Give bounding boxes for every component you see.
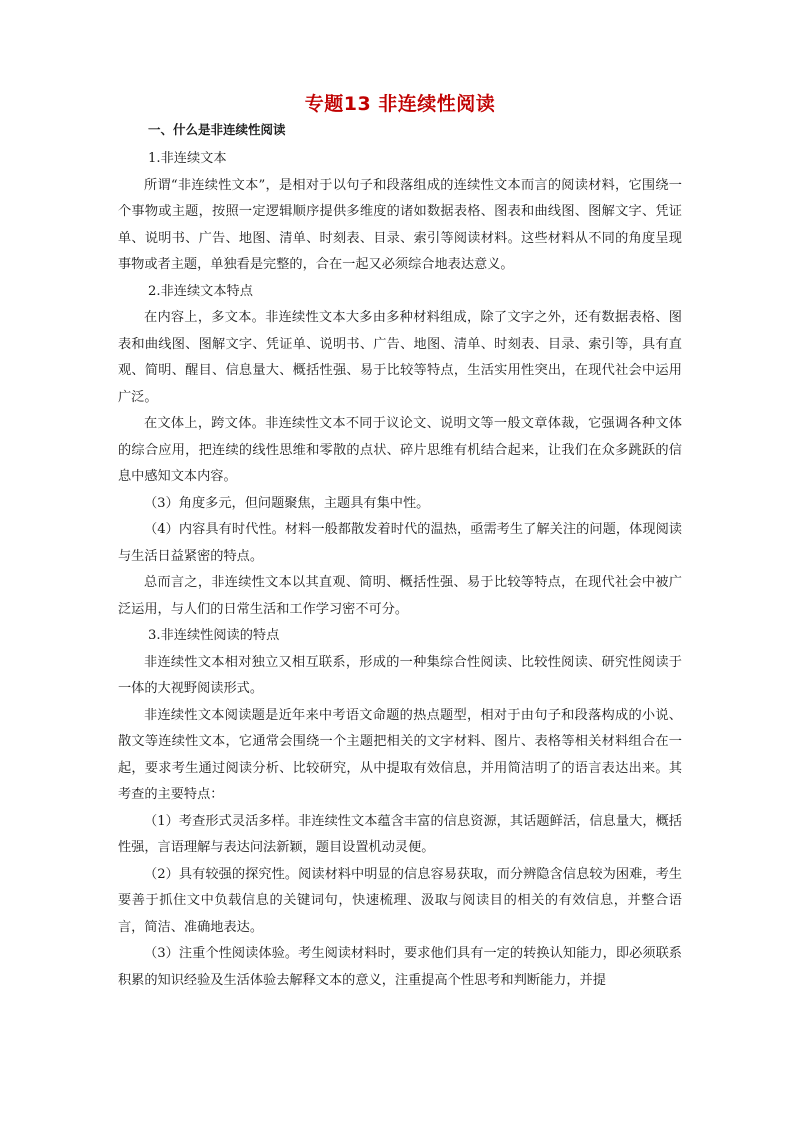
paragraph: 在内容上，多文本。非连续性文本大多由多种材料组成，除了文字之外，还有数据表格、图表和曲线图、图解文字、凭证单、说明书、广告、地图、清单、时刻表、目录、索引等，具有直观、简明、醒目、信息量大、概括性强、易于比较等特点，生活实用性突出，在现代社会中运用广泛。	[118, 310, 682, 405]
page-title: 专题13 非连续性阅读	[304, 93, 496, 115]
subheading-3: 3.非连续性阅读的特点	[148, 628, 280, 643]
paragraph: 非连续性文本相对独立又相互联系，形成的一种集综合性阅读、比较性阅读、研究性阅读于一体的大视野阅读形式。	[118, 654, 682, 696]
paragraph: 非连续性文本阅读题是近年来中考语文命题的热点题型，相对于由句子和段落构成的小说、散文等连续性文本，它通常会围绕一个主题把相关的文字材料、图片、表格等相关材料组合在一起，要求考生通过阅读分析、比较研究，从中提取有效信息，并用简洁明了的语言表达出来。其考查的主要特点：	[118, 707, 682, 802]
section-heading: 一、什么是非连续性阅读	[148, 122, 286, 137]
paragraph: 所谓“非连续性文本”，是相对于以句子和段落组成的连续性文本而言的阅读材料，它围绕一个事物或主题，按照一定逻辑顺序提供多维度的诸如数据表格、图表和曲线图、图解文字、凭证单、说明书、广告、地图、清单、时刻表、目录、索引等阅读材料。这些材料从不同的角度呈现事物或者主题，单独看是完整的，合在一起又必须综合地表达意义。	[118, 177, 682, 272]
paragraph: （3）角度多元，但问题聚焦，主题具有集中性。	[144, 495, 430, 511]
subheading-1: 1.非连续文本	[148, 151, 227, 166]
paragraph: 总而言之，非连续性文本以其直观、简明、概括性强、易于比较等特点，在现代社会中被广泛运用，与人们的日常生活和工作学习密不可分。	[118, 575, 682, 617]
subheading-2: 2.非连续文本特点	[148, 283, 253, 299]
paragraph: （1）考查形式灵活多样。非连续性文本蕴含丰富的信息资源，其话题鲜活，信息量大，概括性强，言语理解与表达问法新颖，题目设置机动灵便。	[118, 813, 682, 855]
paragraph: 在文体上，跨文体。非连续性文本不同于议论文、说明文等一般文章体裁，它强调各种文体的综合应用，把连续的线性思维和零散的点状、碎片思维有机结合起来，让我们在众多跳跃的信息中感知文本内容。	[118, 416, 682, 484]
paragraph: （3）注重个性阅读体验。考生阅读材料时，要求他们具有一定的转换认知能力，即必须联系积累的知识经验及生活体验去解释文本的意义，注重提高个性思考和判断能力，并提	[118, 946, 682, 988]
paragraph: （2）具有较强的探究性。阅读材料中明显的信息容易获取，而分辨隐含信息较为困难，考生要善于抓住文中负载信息的关键词句，快速梳理、汲取与阅读目的相关的有效信息，并整合语言，简洁、准确地表达。	[118, 866, 682, 935]
paragraph: （4）内容具有时代性。材料一般都散发着时代的温热，亟需考生了解关注的问题，体现阅读与生活日益紧密的特点。	[118, 522, 682, 564]
